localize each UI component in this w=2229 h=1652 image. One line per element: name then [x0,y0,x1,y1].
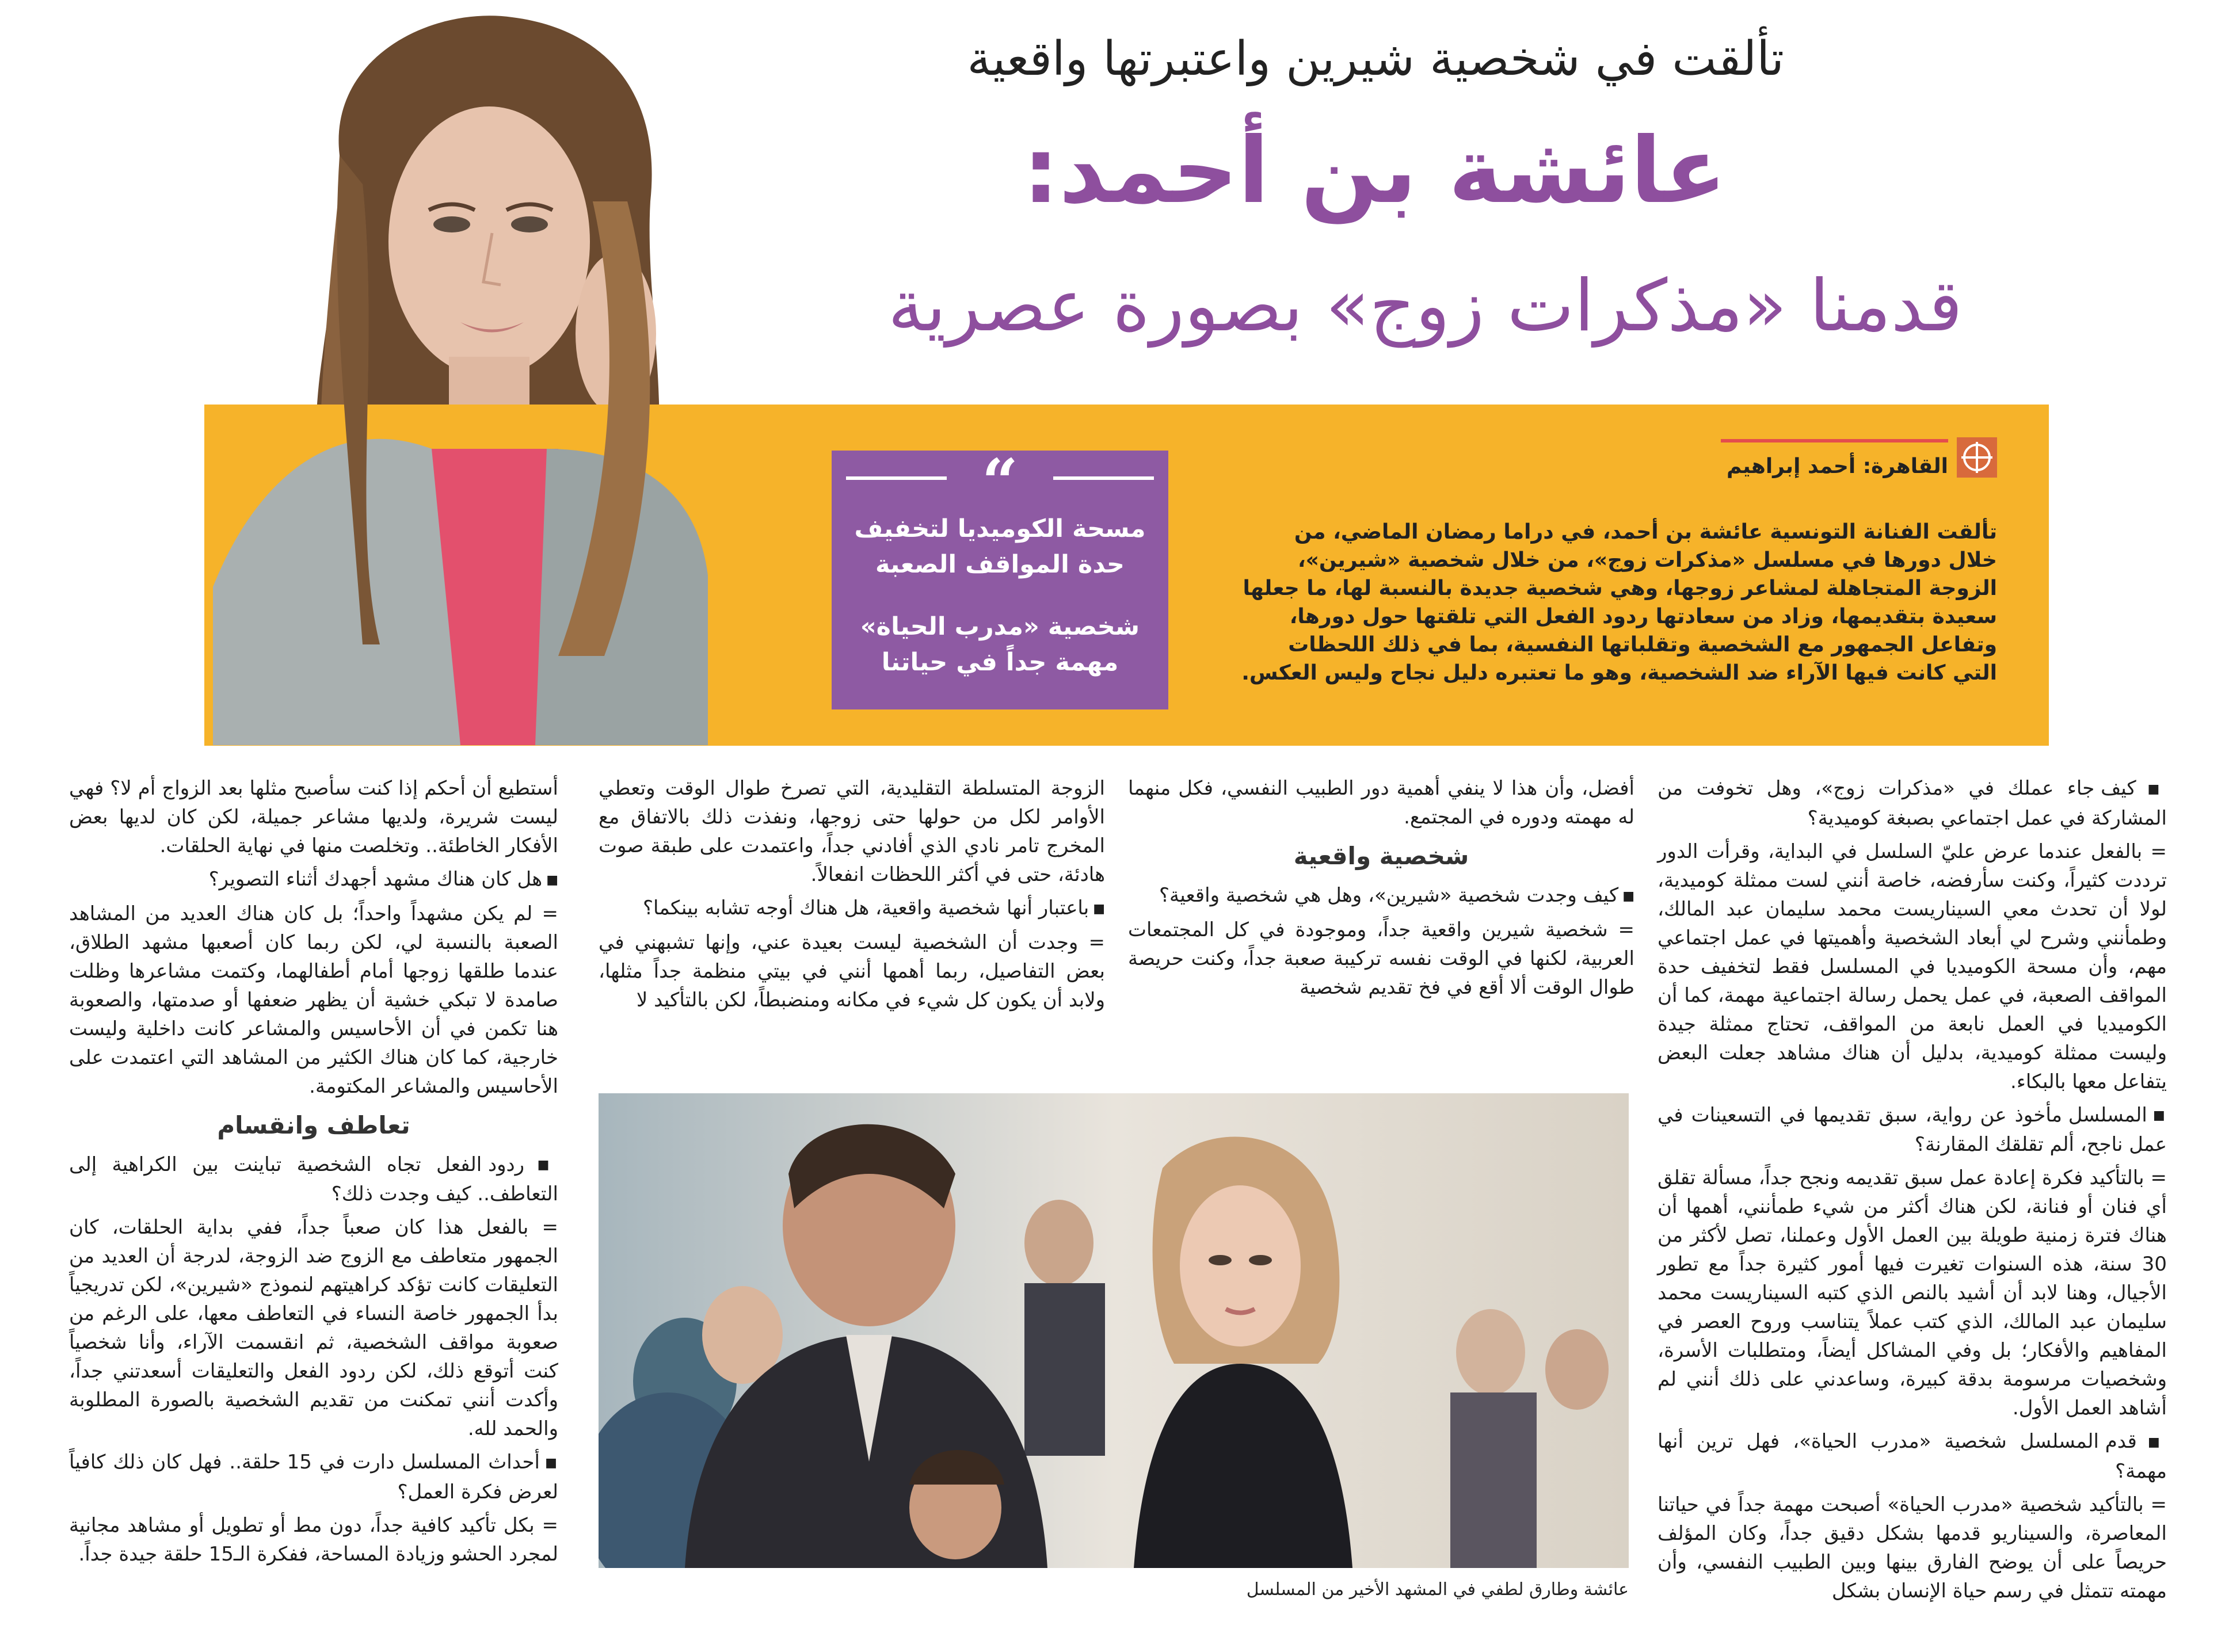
answer: = بالفعل هذا كان صعباً جداً، ففي بداية الحلقات، كان الجمهور متعاطف مع الزوج ضد الزوجة، لدرجة أن العديد من التعليقات كانت تؤكد كراهيتهم لنموذج «شيرين»، لكن تدريجياً بدأ الجمهور خاصة النساء في التعاطف معها، على الرغم من صعوبة مواقف الشخصية، ثم انقسمت الآراء، وأنا شخصياً كنت أتوقع ذلك، لكن ردود الفعل والتعليقات أسعدتني جداً، وأكدت أنني تمكنت من تقديم الشخصية بالصورة المطلوبة والحمد لله. [69,1216,558,1440]
photo-caption: عائشة وطارق لطفي في المشهد الأخير من المسلسل [1246,1579,1629,1600]
answer: = وجدت أن الشخصية ليست بعيدة عني، وإنها تشبهني في بعض التفاصيل، ربما أهمها أنني في بيتي منظمة جداً مثلها، ولابد أن يكون كل شيء في مكانه ومنضبطاً، لكن بالتأكيد لا [599,930,1105,1012]
publication-logo-icon [1957,437,1997,478]
answer: = بالفعل عندما عرض عليّ السلسل في البداية، وقرأت الدور ترددت كثيراً، وكنت سأرفضه، خاصة أنني لست ممثلة كوميدية، لولا أن تحدث معي السيناريست محمد سليمان عبد المالك، وطمأنني وشرح لي أبعاد الشخصية وأهميتها في عمل اجتماعي مهم، وأن مسحة الكوميديا في المسلسل فقط لتخفيف حدة المواقف الصعبة، في عمل يحمل رسالة اجتماعية مهمة، كما أن الكوميديا في العمل نابعة من المواقف، تحتاج ممثلة جيدة وليست ممثلة كوميدية، بدليل أن هناك مشاهد جعلت البعض يتفاعل معها بالبكاء. [1658,840,2167,1093]
question: ■ قدم المسلسل شخصية «مدرب الحياة»، فهل ترين أنها مهمة؟ [1658,1427,2167,1486]
question: ■ أحداث المسلسل دارت في 15 حلقة.. فهل كان ذلك كافياً لعرض فكرة العمل؟ [69,1448,558,1506]
answer: = بالتأكيد شخصية «مدرب الحياة» أصبحت مهمة جداً في حياتنا المعاصرة، والسيناريو قدمها بشكل دقيق جداً، وكان المؤلف حريصاً على أن يوضح الفارق بينها وبين الطبيب النفسي، وأن مهمته تتمثل في رسم حياة الإنسان بشكل [1658,1493,2167,1603]
question: ■ هل كان هناك مشهد أجهدك أثناء التصوير؟ [69,865,558,895]
section-heading: شخصية واقعية [1293,842,1469,870]
question: ■ المسلسل مأخوذ عن رواية، سبق تقديمها في التسعينات في عمل ناجح، ألم تقلقك المقارنة؟ [1658,1101,2167,1159]
pull-quote-rule-right [1053,476,1154,480]
byline-rule [1721,439,1948,442]
scene-photo [599,1093,1629,1568]
question: ■ كيف جاء عملك في «مذكرات زوج»، وهل تخوفت من المشاركة في عمل اجتماعي بصبغة كوميدية؟ [1658,774,2167,833]
headline-title: عائشة بن أحمد: [1022,118,1727,224]
headline-kicker: تألقت في شخصية شيرين واعتبرتها واقعية [967,32,1784,86]
quote-mark-icon: “ [981,445,1019,519]
byline: القاهرة: أحمد إبراهيم [1726,455,1948,478]
answer: = لم يكن مشهداً واحداً؛ بل كان هناك العديد من المشاهد الصعبة بالنسبة لي، لكن ربما كان أصعبها مشهد الطلاق، عندما طلقها زوجها أمام أطفالهما، وكتمت مشاعرها وظلت صامدة لا تبكي خشية أن يظهر ضعفها أو صدمتها، والصعوبة هنا تكمن في أن الأحاسيس والمشاعر كانت داخلية وليست خارجية، كما كان هناك الكثير من المشاهد التي اعتمدت على الأحاسيس والمشاعر المكتومة. [69,902,558,1098]
paragraph: أفضل، وأن هذا لا ينفي أهمية دور الطبيب النفسي، فكل منهما له مهمته ودوره في المجتمع. [1128,777,1634,829]
portrait-overlay [190,12,788,745]
article-column-4 [69,774,558,1573]
article-column-3 [599,774,1105,1019]
paragraph: أستطيع أن أحكم إذا كنت سأصبح مثلها بعد الزواج أم لا؟ فهي ليست شريرة، ولديها مشاعر جميلة، لكن كان لديها بعض الأفكار الخاطئة.. وتخلصت منها في نهاية الحلقات. [69,777,558,857]
question: ■ باعتبار أنها شخصية واقعية، هل هناك أوجه تشابه بينكما؟ [599,894,1105,924]
pull-quote-2: شخصية «مدرب الحياة» مهمة جداً في حياتنا [860,612,1140,677]
section-heading: تعاطف وانقسام [217,1111,410,1139]
answer: = بكل تأكيد كافية جداً، دون مط أو تطويل أو مشاهد مجانية لمجرد الحشو وزيادة المساحة، ففكرة الـ15 حلقة جيدة جداً. [69,1513,558,1566]
article-column-2 [1128,774,1634,1006]
question: ■ كيف وجدت شخصية «شيرين»، وهل هي شخصية واقعية؟ [1128,881,1634,911]
headline-subtitle: قدمنا «مذكرات زوج» بصورة عصرية [887,265,1963,348]
intro-paragraph: تألقت الفنانة التونسية عائشة بن أحمد، في دراما رمضان الماضي، من خلال دورها في مسلسل «مذكرات زوج»، من خلال شخصية «شيرين»، الزوجة المتجاهلة لمشاعر زوجها، وهي شخصية جديدة بالنسبة لها، ما جعلها سعيدة بتقديمها، وزاد من سعادتها ردود الفعل التي تلقتها حول دورها، وتفاعل الجمهور مع الشخصية وتقلباتها النفسية، بما في ذلك اللحظات التي كانت فيها الآراء ضد الشخصية، وهو ما تعتبره دليل نجاح وليس العكس. [1241,520,1997,685]
question: ■ ردود الفعل تجاه الشخصية تباينت بين الكراهية إلى التعاطف.. كيف وجدت ذلك؟ [69,1150,558,1209]
answer: = بالتأكيد فكرة إعادة عمل سبق تقديمه ونجح جداً، مسألة تقلق أي فنان أو فنانة، لكن هناك أكثر من شيء طمأنني، أهمها أن هناك فترة زمنية طويلة بين العمل الأول وعملنا، تصل لأكثر من 30 سنة، هذه السنوات تغيرت فيها أمور كثيرة جداً مع تطور الأجيال، وهنا لابد أن أشيد بالنص الذي كتبه السيناريست محمد سليمان عبد المالك، الذي كتب عملاً يتناسب وروح العصر في المفاهيم والأفكار؛ بل وفي المشاكل أيضاً، ومتطلبات الأسرة، وشخصيات مرسومة بدقة كبيرة، وساعدني على ذلك أنني لم أشاهد العمل الأول. [1658,1166,2167,1420]
paragraph: الزوجة المتسلطة التقليدية، التي تصرخ طوال الوقت وتعطي الأوامر لكل من حولها حتى زوجها، ونفذت ذلك بالاتفاق مع المخرج تامر نادي الذي أفادني جداً، واعتمدت على طبقة صوت هادئة، حتى في أكثر اللحظات انفعالاً. [599,777,1105,886]
pull-quote-box [832,445,1168,709]
answer: = شخصية شيرين واقعية جداً، وموجودة في كل المجتمعات العربية، لكنها في الوقت نفسه تركيبة صعبة جداً، وكنت حريصة طوال الوقت ألا أقع في فخ تقديم شخصية [1128,918,1634,999]
article-column-1 [1658,774,2167,1610]
pull-quote-1: مسحة الكوميديا لتخفيف حدة المواقف الصعبة [854,514,1146,579]
